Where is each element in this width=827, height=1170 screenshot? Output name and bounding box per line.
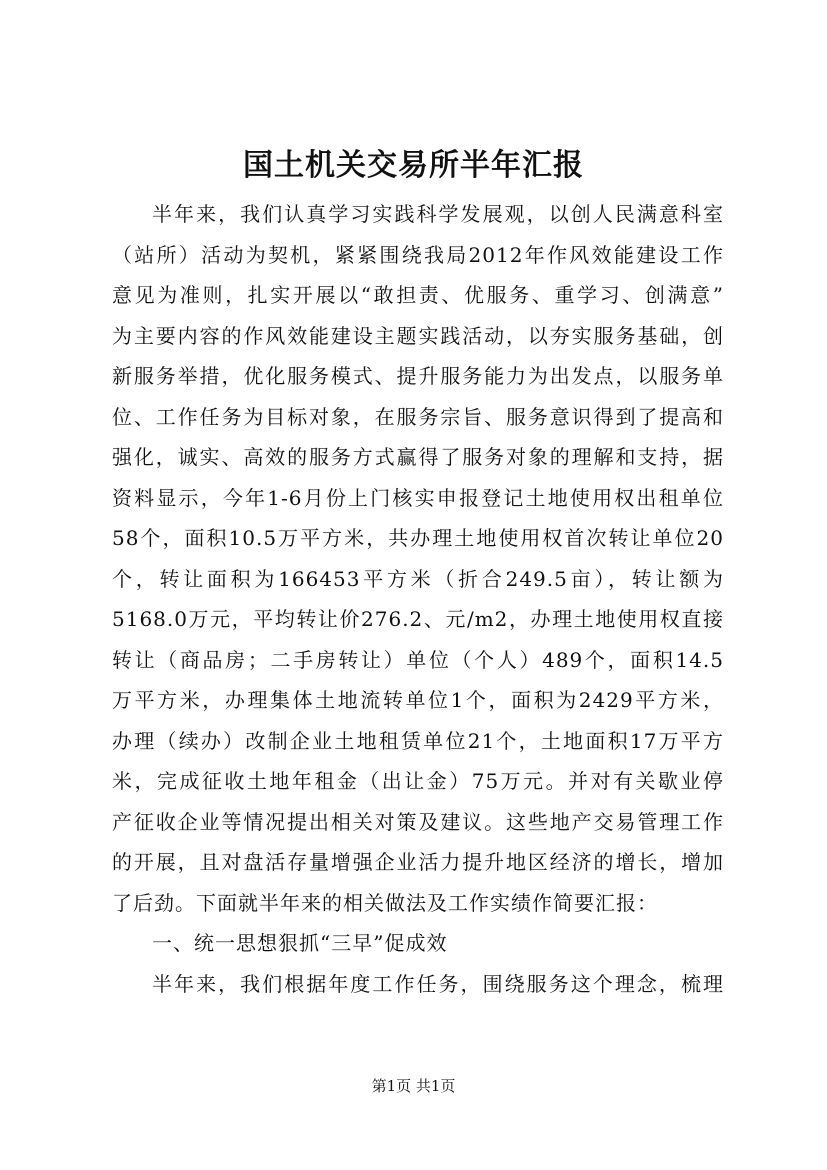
paragraph-line: 意见为准则，扎实开展以“敢担责、优服务、重学习、创满意” xyxy=(112,283,724,307)
paragraph-line: 为主要内容的作风效能建设主题实践活动，以夯实服务基础，创 xyxy=(112,323,724,348)
document-title: 国土机关交易所半年汇报 xyxy=(243,148,584,183)
paragraph-line: 58个，面积10.5万平方米，共办理土地使用权首次转让单位20 xyxy=(112,526,724,550)
paragraph-line: 半年来，我们认真学习实践科学发展观，以创人民满意科室 xyxy=(152,202,724,226)
paragraph-line: 转让（商品房；二手房转让）单位（个人）489个，面积14.5 xyxy=(112,647,724,672)
paragraph-line: 的开展，且对盘活存量增强企业活力提升地区经济的增长，增加 xyxy=(112,850,724,874)
document-body xyxy=(112,194,724,1004)
section-heading: 一、统一思想狠抓“三早”促成效 xyxy=(152,931,448,955)
paragraph-line: 产征收企业等情况提出相关对策及建议。这些地产交易管理工作 xyxy=(112,809,724,834)
paragraph-line: 米，完成征收土地年租金（出让金）75万元。并对有关歇业停 xyxy=(112,769,724,793)
paragraph-line: 半年来，我们根据年度工作任务，围绕服务这个理念，梳理 xyxy=(152,971,724,996)
paragraph-2 xyxy=(112,964,724,1005)
paragraph-line: 办理（续办）改制企业土地租赁单位21个，土地面积17万平方 xyxy=(112,728,724,753)
paragraph-line: （站所）活动为契机，紧紧围绕我局2012年作风效能建设工作 xyxy=(112,242,724,267)
paragraph-line: 新服务举措，优化服务模式、提升服务能力为出发点，以服务单 xyxy=(112,364,724,388)
paragraph-line: 位、工作任务为目标对象，在服务宗旨、服务意识得到了提高和 xyxy=(112,404,724,429)
page-footer: 第1页 共1页 xyxy=(371,1077,456,1095)
paragraph-line: 5168.0万元，平均转让价276.2、元/m2，办理土地使用权直接 xyxy=(112,607,724,631)
paragraph-line: 个，转让面积为166453平方米（折合249.5亩），转让额为 xyxy=(112,566,724,591)
paragraph-1 xyxy=(112,194,724,923)
paragraph-line: 了后劲。下面就半年来的相关做法及工作实绩作简要汇报： xyxy=(112,890,658,915)
paragraph-line: 万平方米，办理集体土地流转单位1个，面积为2429平方米， xyxy=(112,688,724,712)
paragraph-line: 资料显示，今年1-6月份上门核实申报登记土地使用权出租单位 xyxy=(112,485,724,510)
paragraph-line: 强化，诚实、高效的服务方式赢得了服务对象的理解和支持，据 xyxy=(112,445,724,469)
